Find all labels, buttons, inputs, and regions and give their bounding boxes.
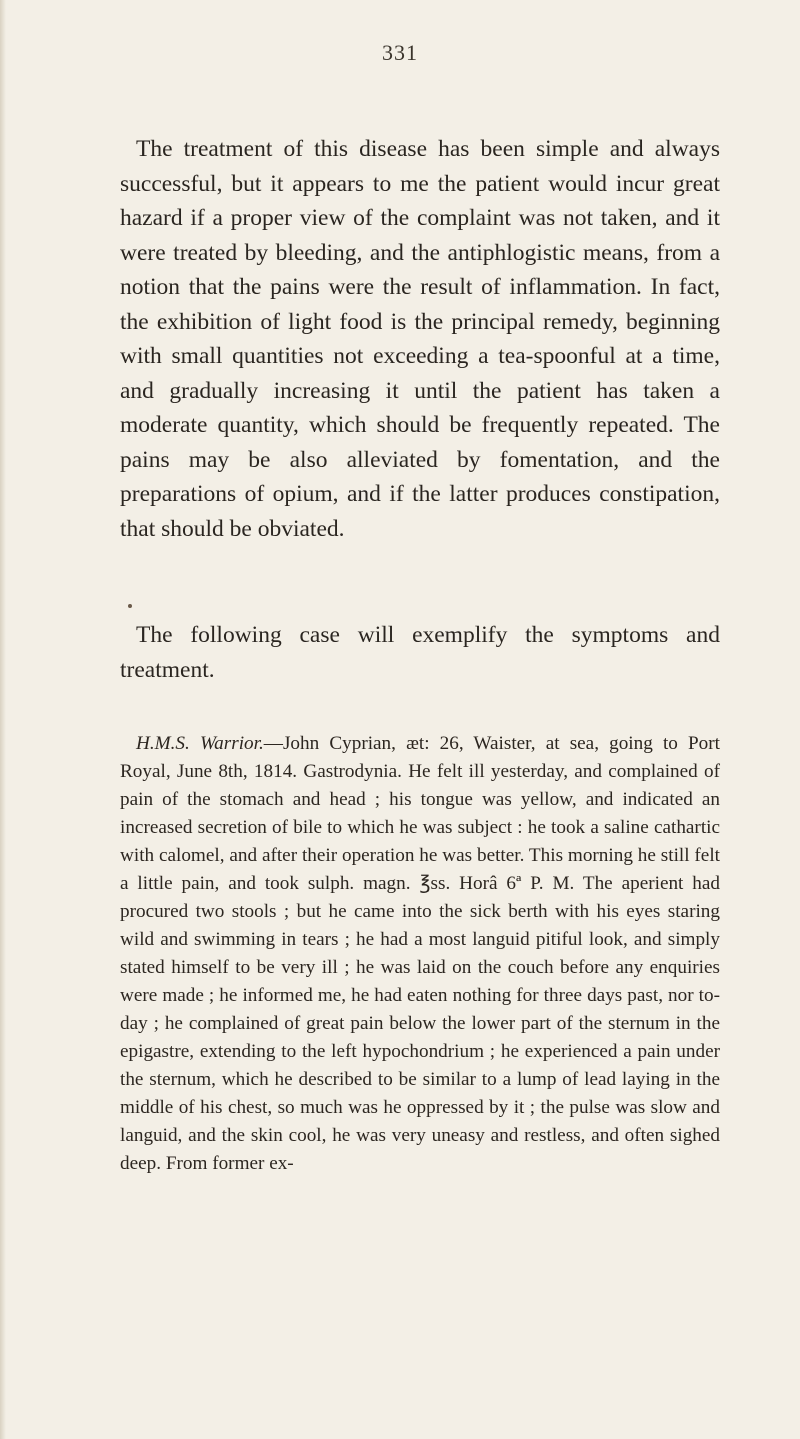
ink-speck (128, 604, 132, 608)
page-edge-shadow (0, 0, 6, 1439)
paragraph-treatment: The treatment of this disease has been simple and always successful, but it appears to me the patient would incur great hazard if a proper view of the complaint was not taken, and it were treated by bleeding, and the antiphlogistic means, from a notion that the pains were the result of inflammation. In fact, the exhibition of light food is the principal remedy, beginning with small quantities not exceeding a tea-spoonful at a time, and gradually increasing it until the patient has taken a moderate quantity, which should be frequently repeated. The pains may be also alleviated by fomentation, and the preparations of opium, and if the latter produces constipation, that should be obviated. (120, 136, 720, 542)
ship-name: H.M.S. Warrior. (136, 733, 264, 754)
paragraph-case-report (120, 730, 720, 1178)
page-number: 331 (382, 40, 418, 65)
paragraph-case-intro: The following case will exemplify the symptoms and treatment. (120, 622, 720, 683)
case-report-body: —John Cyprian, æt: 26, Waister, at sea, going to Port Royal, June 8th, 1814. Gastrodynia. He felt ill yesterday, and complained of pain of the stomach and head ; his tongue was yellow, and indicated an increased secretion of bile to which he was subject : he took a saline cathartic with calomel, and after their operation he was better. This morning he still felt a little pain, and took sulph. magn. ℥ss. Horâ 6ª P. M. The aperient had procured two stools ; but he came into the sick berth with his eyes staring wild and swimming in tears ; he had a most languid pitiful look, and simply stated himself to be very ill ; he was laid on the couch before any enquiries were made ; he informed me, he had eaten nothing for three days past, nor to-day ; he complained of great pain below the lower part of the sternum in the epigastre, extending to the left hypochondrium ; he experienced a pain under the sternum, which he described to be similar to a lump of lead laying in the middle of his chest, so much was he oppressed by it ; the pulse was slow and languid, and the skin cool, he was very uneasy and restless, and often sighed deep. From former ex- (120, 733, 720, 1174)
